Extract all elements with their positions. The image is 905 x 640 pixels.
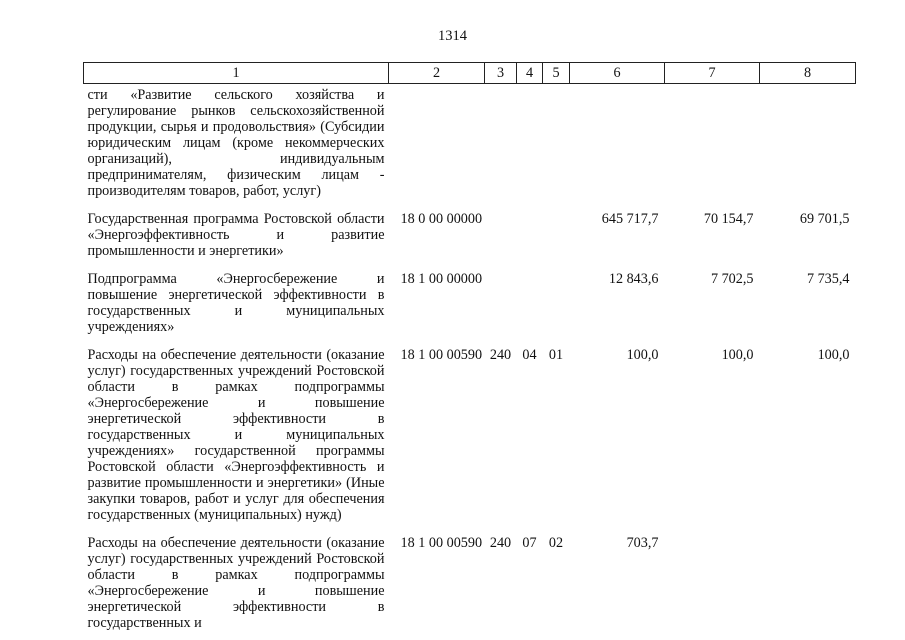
row-section: 07 (522, 535, 537, 551)
row-subsection (543, 259, 570, 335)
row-amount-1 (570, 84, 665, 200)
header-col-4: 4 (517, 63, 543, 84)
row-amount-1: 703,7 (626, 535, 659, 551)
table-row (84, 199, 856, 259)
row-subsection: 01 (548, 347, 564, 363)
row-amount-3: 7 735,4 (806, 271, 850, 287)
row-expense-type: 240 (489, 535, 512, 551)
row-section (517, 199, 543, 259)
row-subsection (543, 84, 570, 200)
row-amount-2: 7 702,5 (710, 271, 754, 287)
header-col-1: 1 (84, 63, 389, 84)
row-description: Государственная программа Ростовской области «Энергоэффективность и развитие промышленности и энергетики» (87, 211, 385, 259)
row-amount-3 (760, 523, 856, 631)
row-target-code: 18 1 00 00000 (400, 271, 483, 287)
row-description: сти «Развитие сельского хозяйства и регулирование рынков сельскохозяйственной продукции, сырья и продовольствия» (Субсидии юридическим лицам (кроме некоммерческих организаций), индивидуальным предпринимателям, физическим лицам - производителям товаров, работ, услуг) (87, 87, 385, 199)
row-amount-1: 12 843,6 (608, 271, 659, 287)
header-col-7: 7 (665, 63, 760, 84)
row-description: Расходы на обеспечение деятельности (оказание услуг) государственных учреждений Ростовской области в рамках подпрограммы «Энергосбережение и повышение энергетической эффективности в государственных и муниципальных учреждениях» государственной программы Ростовской области «Энергоэффективность и развитие промышленности и энергетики» (Иные закупки товаров, работ и услуг для обеспечения государственных (муниципальных) нужд) (87, 347, 385, 523)
row-amount-2: 70 154,7 (703, 211, 754, 227)
header-row (84, 63, 856, 84)
row-target-code (389, 84, 485, 200)
row-amount-3 (760, 84, 856, 200)
row-subsection (543, 199, 570, 259)
table-row (84, 523, 856, 631)
row-section (517, 84, 543, 200)
page-number: 1314 (438, 28, 467, 44)
row-target-code: 18 1 00 00590 (400, 347, 483, 363)
table-row (84, 84, 856, 200)
row-target-code: 18 0 00 00000 (400, 211, 483, 227)
row-expense-type (485, 84, 517, 200)
row-amount-2: 100,0 (721, 347, 754, 363)
row-subsection: 02 (548, 535, 564, 551)
row-amount-1: 100,0 (626, 347, 659, 363)
row-amount-3: 69 701,5 (799, 211, 850, 227)
row-description: Расходы на обеспечение деятельности (оказание услуг) государственных учреждений Ростовской области в рамках подпрограммы «Энергосбережение и повышение энергетической эффективности в государственных и (87, 535, 385, 631)
row-section (517, 259, 543, 335)
budget-table (83, 62, 856, 631)
header-col-3: 3 (485, 63, 517, 84)
row-amount-2 (665, 523, 760, 631)
row-expense-type (485, 259, 517, 335)
row-amount-2 (665, 84, 760, 200)
row-target-code: 18 1 00 00590 (400, 535, 483, 551)
header-col-6: 6 (570, 63, 665, 84)
row-amount-3: 100,0 (817, 347, 850, 363)
table-header (84, 63, 856, 84)
row-description: Подпрограмма «Энергосбережение и повышение энергетической эффективности в государственных и муниципальных учреждениях» (87, 271, 385, 335)
row-expense-type (485, 199, 517, 259)
row-section: 04 (522, 347, 537, 363)
header-col-8: 8 (760, 63, 856, 84)
header-col-5: 5 (543, 63, 570, 84)
header-col-2: 2 (389, 63, 485, 84)
table-row (84, 335, 856, 523)
row-expense-type: 240 (489, 347, 512, 363)
table-body (84, 84, 856, 632)
table-row (84, 259, 856, 335)
row-amount-1: 645 717,7 (601, 211, 659, 227)
